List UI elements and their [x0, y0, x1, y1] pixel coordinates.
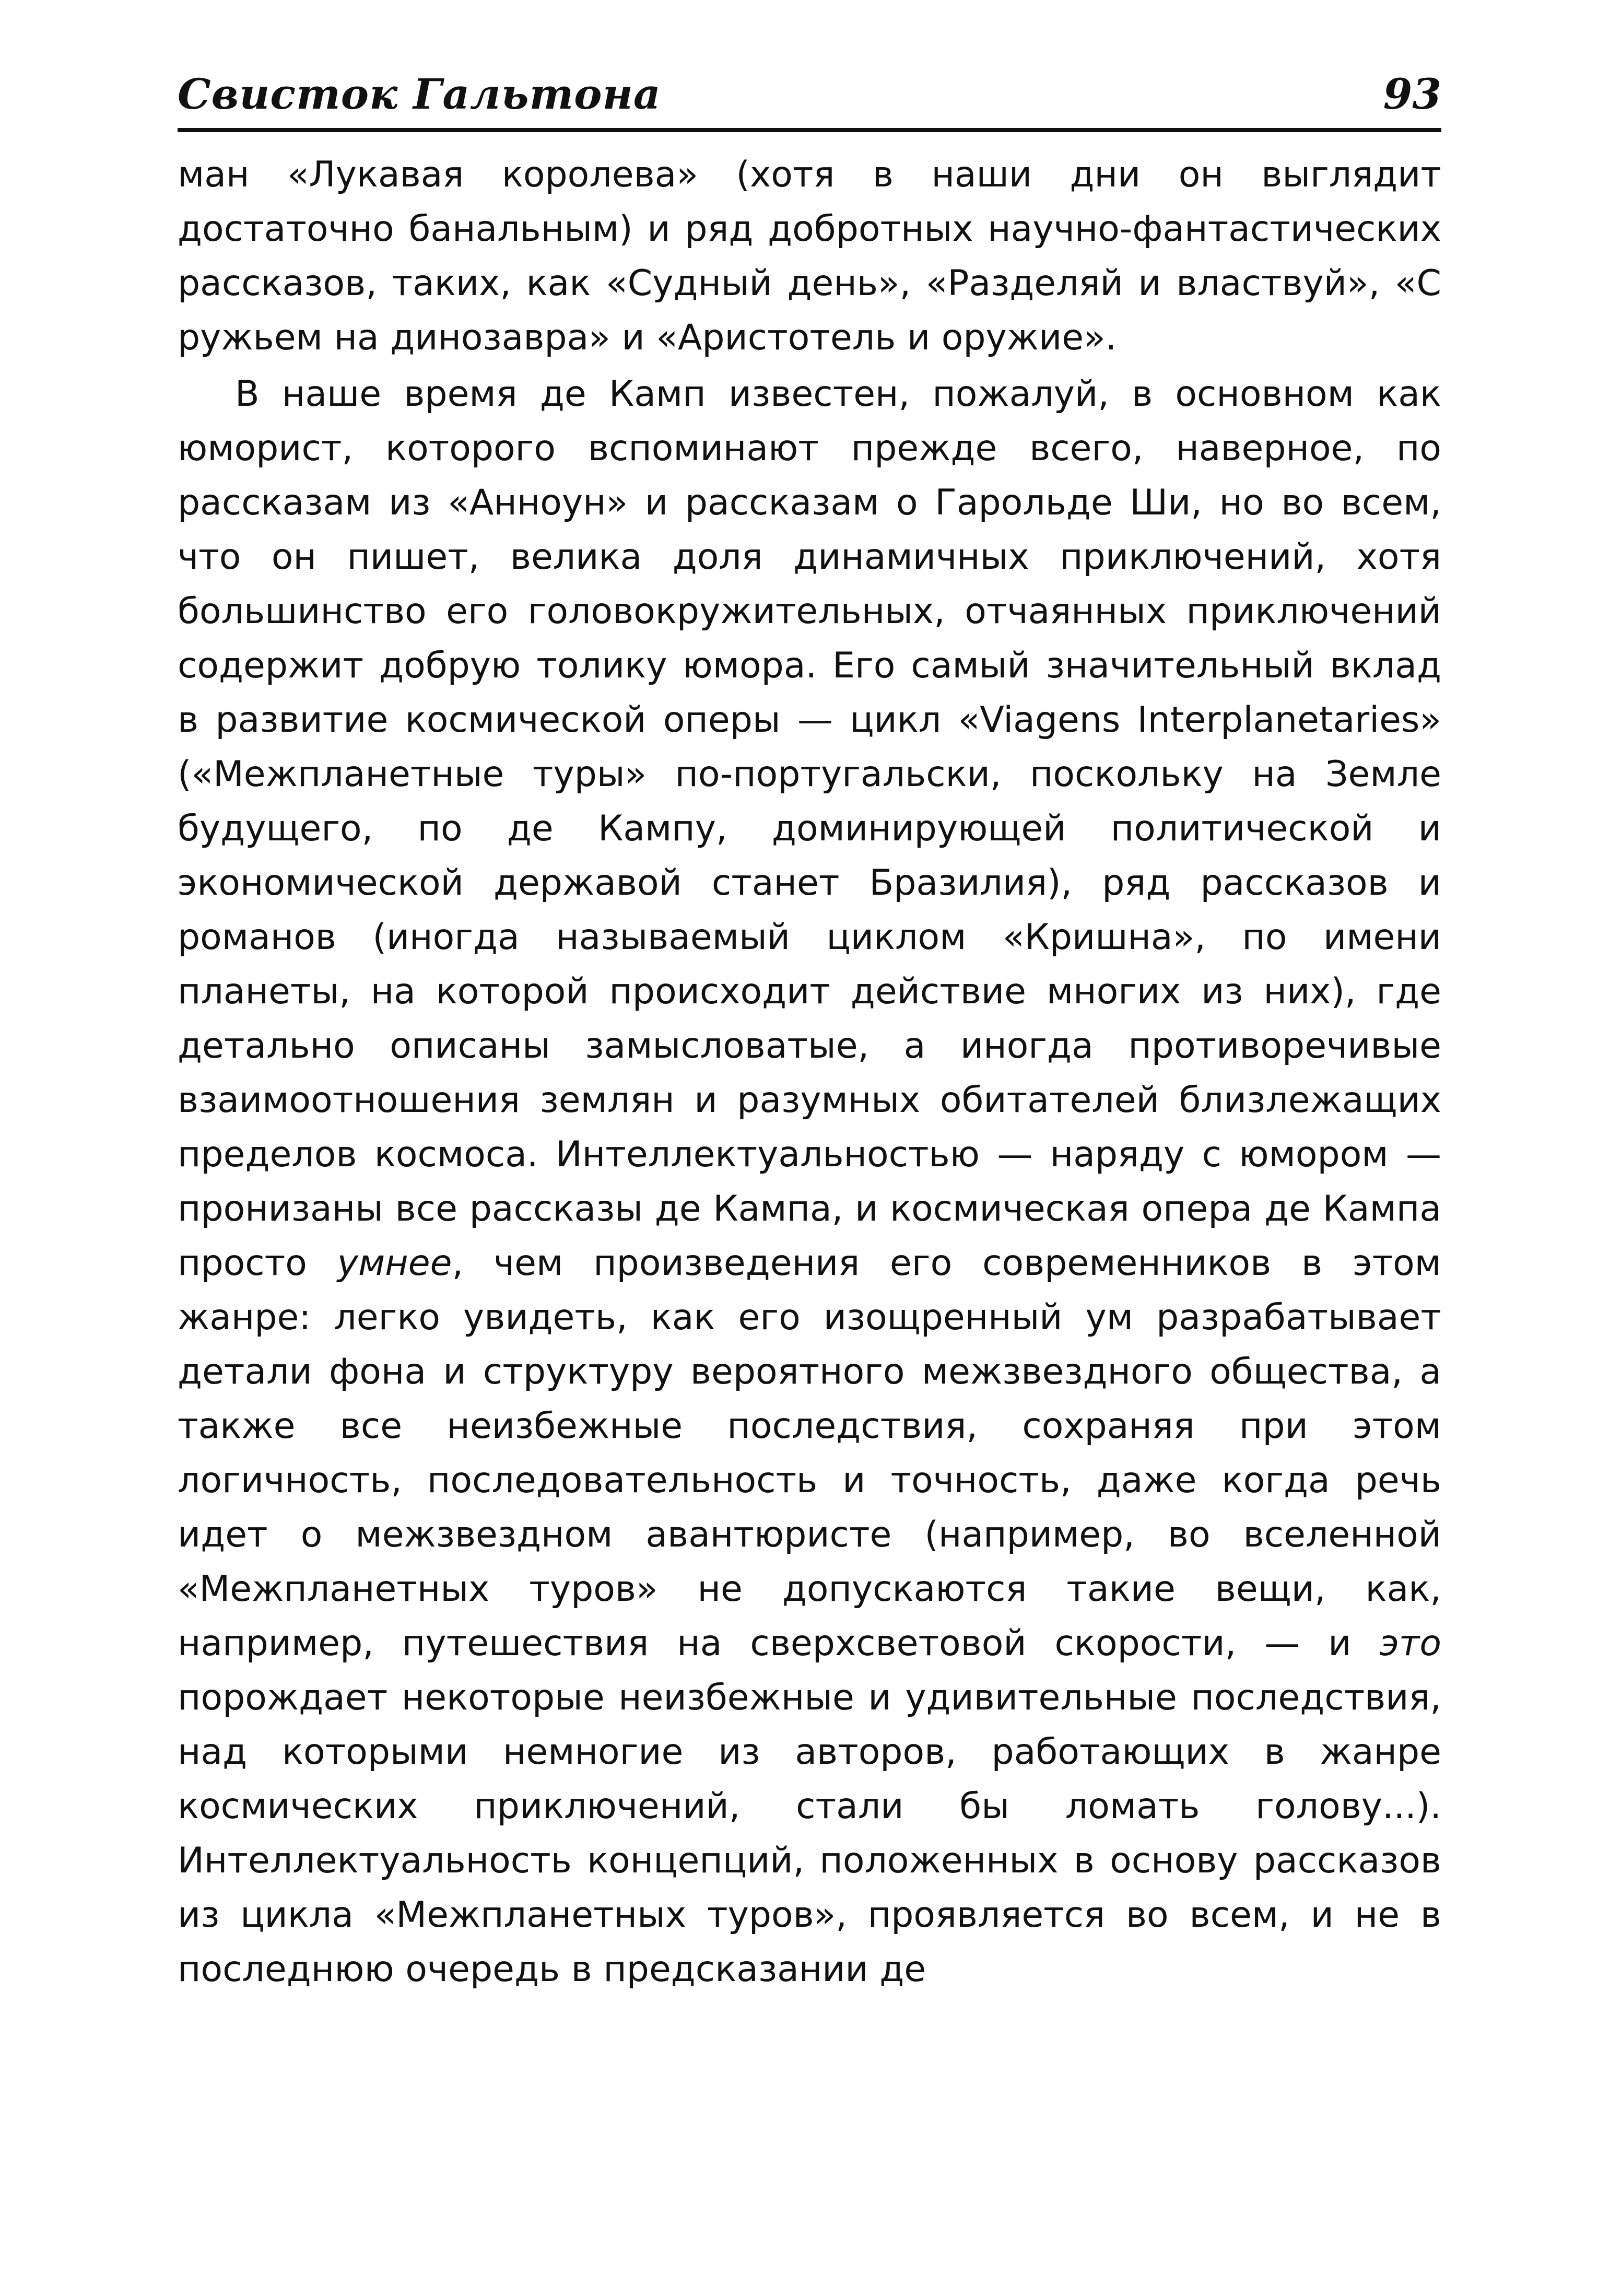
- text-run: В наше время де Камп известен, пожалуй, в основном как юморист, которого вспоминают прежде всего, наверное, по рассказам из «Анноун» и рассказам о Гарольде Ши, но во всем, что он пишет, велика доля динамичных приключений, хотя большинство его головокружительных, отчаянных приключений содержит добрую толику юмора. Его самый значительный вклад в развитие космической оперы — цикл «Viagens Interplanetaries» («Межпланетные туры» по-португальски, поскольку на Земле будущего, по де Кампу, доминирующей политической и экономической державой станет Бразилия), ряд рассказов и романов (иногда называемый циклом «Кришна», по имени планеты, на которой происходит действие многих из них), где детально описаны замысловатые, а иногда противоречивые взаимоотношения землян и разумных обитателей близлежащих пределов космоса. Интеллектуальностью — наряду с юмором — пронизаны все рассказы де Кампа, и космическая опера де Кампа просто: [178, 373, 1441, 1284]
- paragraph-continued: ман «Лукавая королева» (хотя в наши дни он выглядит достаточно банальным) и ряд добротных научно-фантастических рассказов, таких, как «Судный день», «Разделяй и властвуй», «С ружьем на динозавра» и «Аристотель и оружие».: [178, 154, 1441, 358]
- text-run: порождает некоторые неизбежные и удивительные последствия, над которыми немногие из авторов, работающих в жанре космических приключений, стали бы ломать голову...). Интеллектуальность концепций, положенных в основу рассказов из цикла «Межпланетных туров», проявляется во всем, и не в последнюю очередь в предсказании де: [178, 1677, 1441, 1990]
- text-run: , чем произведения его современников в этом жанре: легко увидеть, как его изощренный ум разрабатывает детали фона и структуру вероятного межзвездного общества, а также все неизбежные последствия, сохраняя при этом логичность, последовательность и точность, даже когда речь идет о межзвездном авантюристе (например, во вселенной «Межпланетных туров» не допускаются такие вещи, как, например, путешествия на сверхсветовой скорости, — и: [178, 1243, 1441, 1664]
- running-header: [178, 50, 1441, 132]
- body-text: [178, 148, 1441, 1997]
- book-page: [178, 50, 1441, 1997]
- running-title: Свисток Гальтона: [178, 69, 661, 119]
- page-number: 93: [1383, 69, 1441, 119]
- emphasis-word: умнее: [337, 1243, 452, 1284]
- emphasis-word: это: [1379, 1623, 1441, 1664]
- paragraph-de-camp: [178, 367, 1441, 1997]
